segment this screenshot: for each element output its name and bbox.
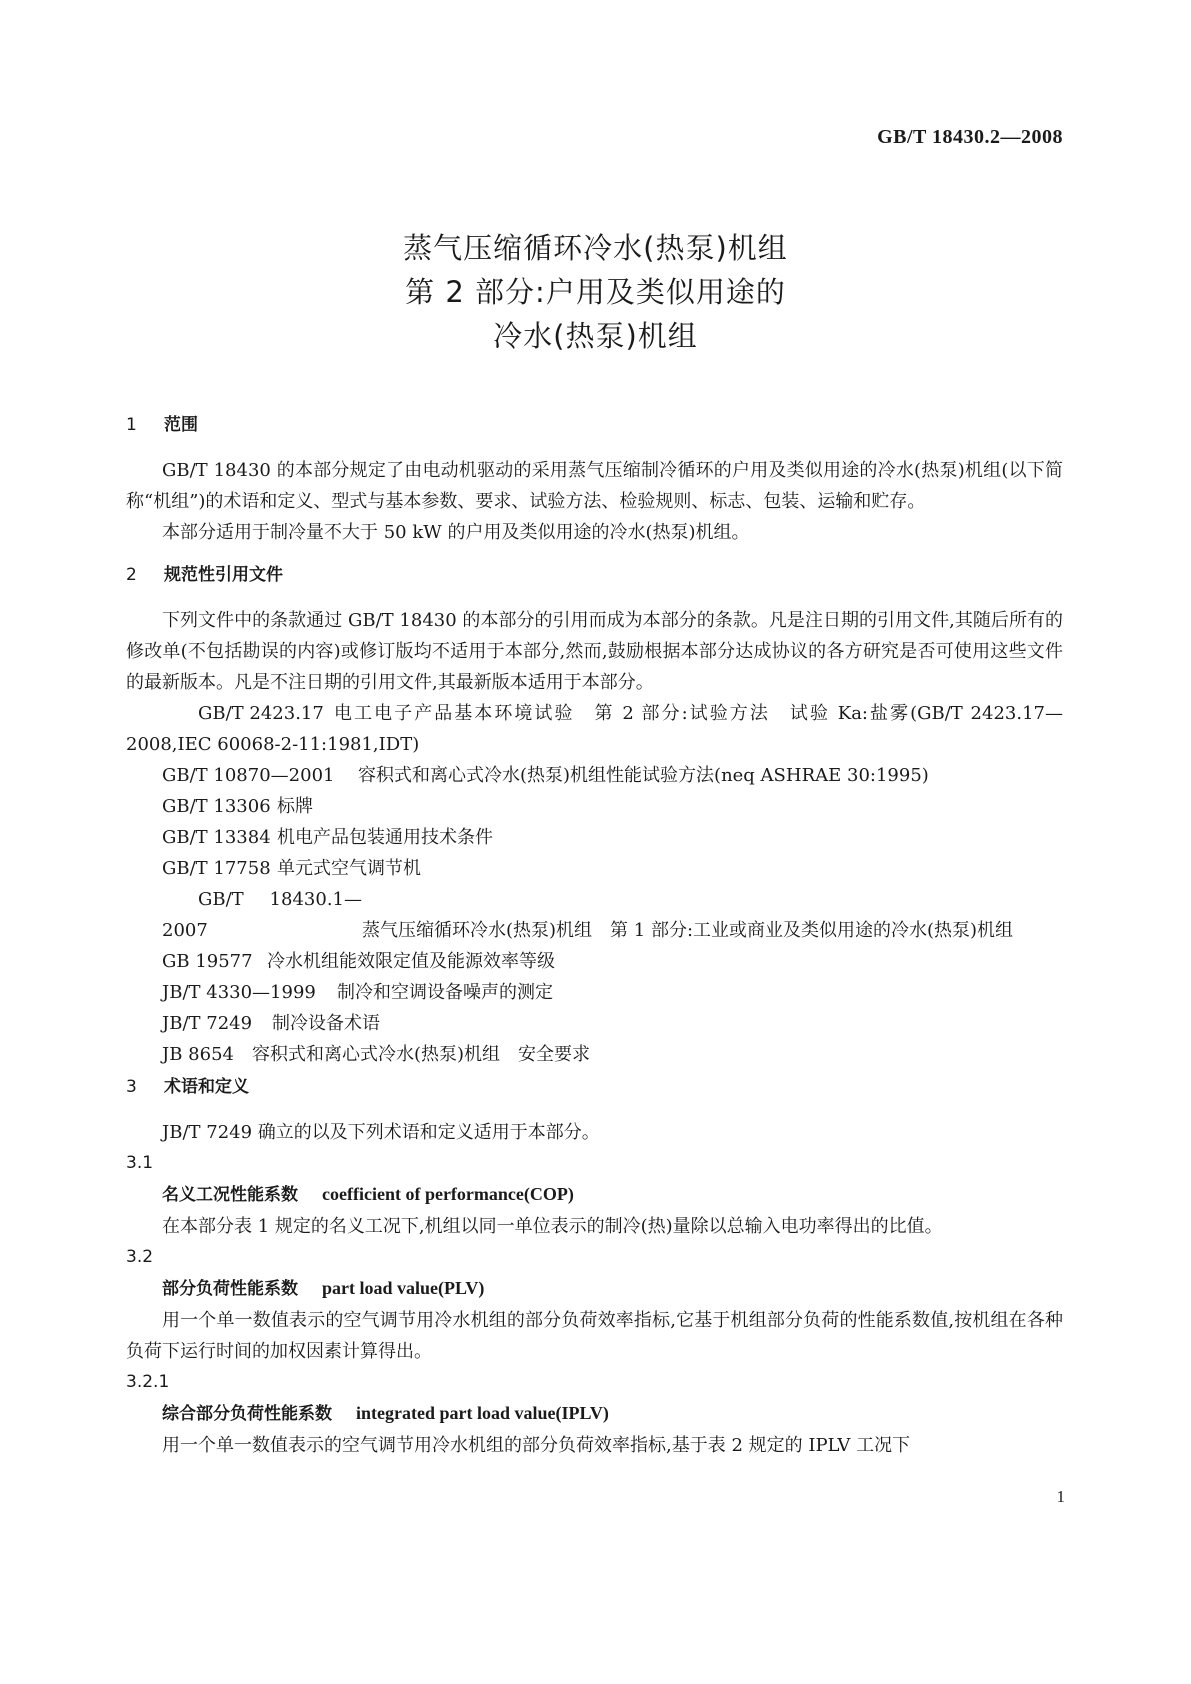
reference-code: JB/T 4330—1999: [162, 982, 316, 1003]
reference-item: [126, 822, 1063, 853]
reference-title: 容积式和离心式冷水(热泵)机组 安全要求: [252, 1044, 591, 1065]
reference-title: 蒸气压缩循环冷水(热泵)机组 第 1 部分:工业或商业及类似用途的冷水(热泵)机组: [362, 920, 1014, 941]
section-title: 规范性引用文件: [164, 565, 283, 585]
section-title: 范围: [164, 415, 198, 435]
title-line-2: 第 2 部分:户用及类似用途的: [405, 275, 786, 309]
term-english: coefficient of performance(COP): [322, 1184, 574, 1204]
reference-code: JB 8654: [162, 1044, 234, 1065]
document-title: [0, 226, 1191, 358]
term-heading: [126, 1273, 1063, 1305]
reference-item: [126, 1039, 1063, 1070]
reference-item: [126, 884, 1063, 946]
term-english: integrated part load value(IPLV): [356, 1403, 609, 1423]
reference-title: 电工电子产品基本环境试验 第 2 部分:试验方法 试验 Ka:盐雾(GB/T 2423.17—2008,IEC 60068-2-11:1981,IDT): [126, 703, 1063, 755]
reference-item: [126, 853, 1063, 884]
reference-title: 冷水机组能效限定值及能源效率等级: [267, 951, 555, 972]
reference-title: 容积式和离心式冷水(热泵)机组性能试验方法(neq ASHRAE 30:1995): [358, 765, 929, 786]
term-definition: 在本部分表 1 规定的名义工况下,机组以同一单位表示的制冷(热)量除以总输入电功率得出的比值。: [162, 1216, 943, 1237]
reference-code: GB/T 10870—2001: [162, 765, 335, 786]
section-2-heading: [126, 560, 1063, 591]
reference-title: 单元式空气调节机: [277, 858, 421, 879]
normative-references-intro: 下列文件中的条款通过 GB/T 18430 的本部分的引用而成为本部分的条款。凡是注日期的引用文件,其随后所有的修改单(不包括勘误的内容)或修订版均不适用于本部分,然而,鼓励根据本部分达成协议的各方研究是否可使用这些文件的最新版本。凡是不注日期的引用文件,其最新版本适用于本部分。: [126, 610, 1063, 693]
reference-code: GB/T 17758: [162, 858, 271, 879]
reference-code: GB 19577: [162, 951, 253, 972]
term-english: part load value(PLV): [322, 1278, 485, 1298]
terms-intro: JB/T 7249 确立的以及下列术语和定义适用于本部分。: [162, 1122, 600, 1143]
term-chinese: 名义工况性能系数: [162, 1185, 298, 1205]
term-heading: [126, 1179, 1063, 1211]
reference-title: 制冷设备术语: [272, 1013, 380, 1034]
reference-title: 制冷和空调设备噪声的测定: [337, 982, 553, 1003]
reference-code: GB/T 2423.17: [198, 703, 324, 724]
reference-item: [126, 791, 1063, 822]
reference-item: [126, 1008, 1063, 1039]
reference-item: [126, 977, 1063, 1008]
section-1-heading: [126, 410, 1063, 441]
reference-title: 标牌: [277, 796, 313, 817]
reference-code: GB/T 13384: [162, 827, 271, 848]
term-heading: [126, 1398, 1063, 1430]
scope-applicability-paragraph: 本部分适用于制冷量不大于 50 kW 的户用及类似用途的冷水(热泵)机组。: [162, 522, 750, 543]
term-number: 3.2: [126, 1247, 154, 1267]
title-line-3: 冷水(热泵)机组: [493, 319, 698, 353]
term-number: 3.2.1: [126, 1372, 170, 1392]
page-number: 1: [1056, 1487, 1065, 1506]
section-number: 3: [126, 1077, 137, 1097]
reference-title: 机电产品包装通用技术条件: [277, 827, 493, 848]
term-definition: 用一个单一数值表示的空气调节用冷水机组的部分负荷效率指标,它基于机组部分负荷的性能系数值,按机组在各种负荷下运行时间的加权因素计算得出。: [126, 1310, 1063, 1362]
section-number: 2: [126, 565, 137, 585]
term-definition: 用一个单一数值表示的空气调节用冷水机组的部分负荷效率指标,基于表 2 规定的 IPLV 工况下: [162, 1435, 911, 1456]
term-number: 3.1: [126, 1153, 154, 1173]
reference-item: [126, 946, 1063, 977]
document-body: [126, 408, 1063, 1461]
section-title: 术语和定义: [164, 1077, 249, 1097]
scope-paragraph: GB/T 18430 的本部分规定了由电动机驱动的采用蒸气压缩制冷循环的户用及类似用途的冷水(热泵)机组(以下简称“机组”)的术语和定义、型式与基本参数、要求、试验方法、检验规则、标志、包装、运输和贮存。: [126, 460, 1063, 512]
term-chinese: 部分负荷性能系数: [162, 1279, 298, 1299]
section-number: 1: [126, 415, 137, 435]
term-chinese: 综合部分负荷性能系数: [162, 1404, 332, 1424]
reference-item: [126, 760, 1063, 791]
reference-code: GB/T 13306: [162, 796, 271, 817]
standard-code: GB/T 18430.2—2008: [877, 126, 1063, 148]
reference-code: GB/T 18430.1—2007: [162, 889, 362, 941]
reference-code: JB/T 7249: [162, 1013, 253, 1034]
title-line-1: 蒸气压缩循环冷水(热泵)机组: [403, 231, 788, 265]
reference-item: [126, 698, 1063, 760]
section-3-heading: [126, 1072, 1063, 1103]
